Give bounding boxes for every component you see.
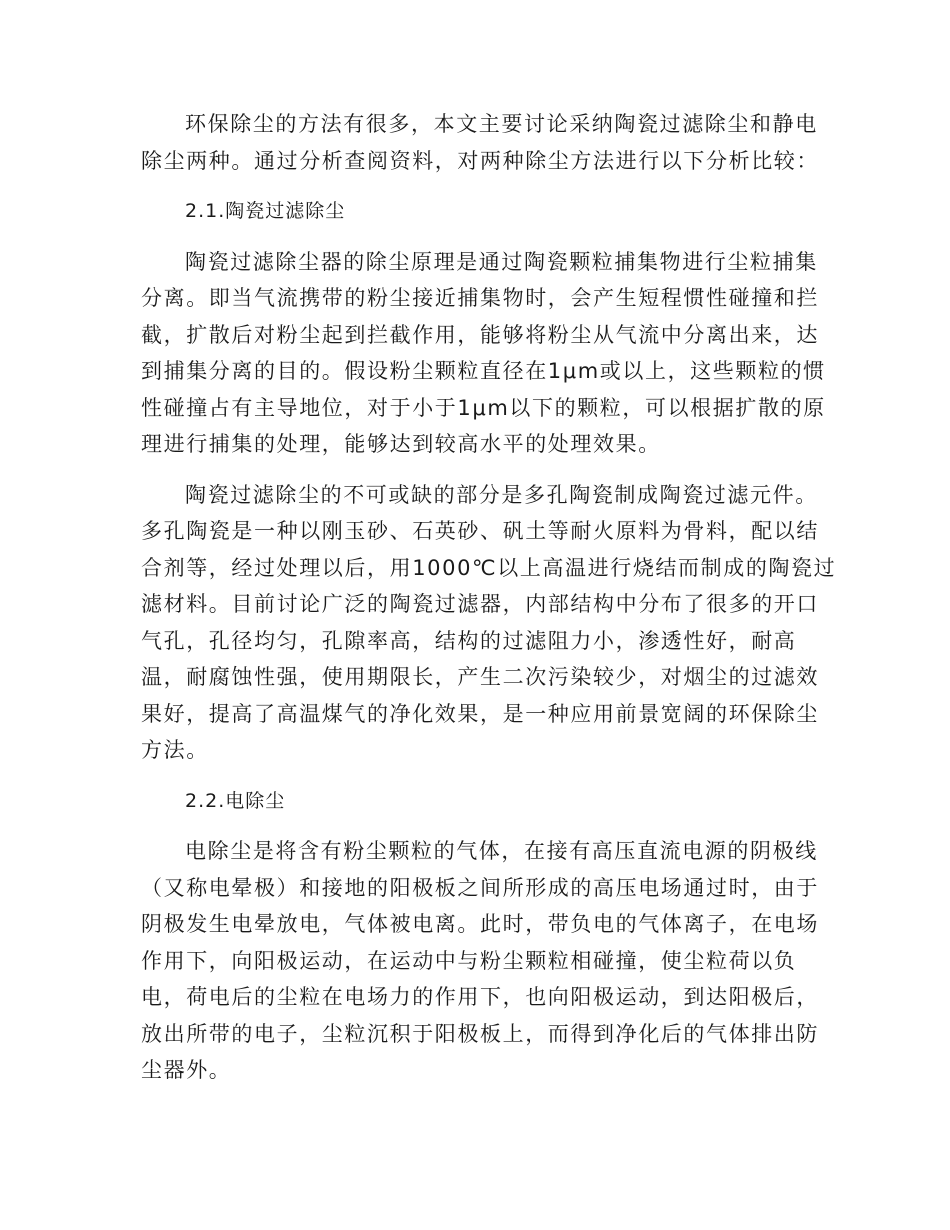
text-line: 放出所带的电子，尘粒沉积于阳极板上，而得到净化后的气体排出防 xyxy=(141,1021,819,1046)
text-line: 到捕集分离的目的。假设粉尘颗粒直径在1μm或以上，这些颗粒的惯 xyxy=(141,359,826,383)
text-line: 理进行捕集的处理，能够达到较高水平的处理效果。 xyxy=(141,432,661,456)
text-line: 滤材料。目前讨论广泛的陶瓷过滤器，内部结构中分布了很多的开口 xyxy=(141,592,819,616)
text-line: 温，耐腐蚀性强，使用期限长，产生二次污染较少，对烟尘的过滤效 xyxy=(141,665,819,689)
text-line: 分离。即当气流携带的粉尘接近捕集物时，会产生短程惯性碰撞和拦 xyxy=(141,286,819,310)
text-line: 电除尘是将含有粉尘颗粒的气体，在接有高压直流电源的阴极线 xyxy=(185,839,818,863)
intro-paragraph xyxy=(141,106,819,179)
text-line: 尘器外。 xyxy=(141,1058,232,1082)
text-line: 除尘两种。通过分析查阅资料，对两种除尘方法进行以下分析比较： xyxy=(141,148,819,173)
ceramic-material-paragraph xyxy=(141,477,837,769)
text-line: 陶瓷过滤除尘的不可或缺的部分是多孔陶瓷制成陶瓷过滤元件。 xyxy=(185,482,818,507)
text-line: 截，扩散后对粉尘起到拦截作用，能够将粉尘从气流中分离出来，达 xyxy=(141,322,819,347)
document-page xyxy=(141,106,837,1103)
text-line: 合剂等，经过处理以后，用1000℃以上高温进行烧结而制成的陶瓷过 xyxy=(141,555,837,580)
text-line: 方法。 xyxy=(141,738,209,762)
text-line: 多孔陶瓷是一种以刚玉砂、石英砂、矾土等耐火原料为骨料，配以结 xyxy=(141,519,819,543)
section-heading-electrostatic: 2.2.电除尘 xyxy=(185,789,286,812)
ceramic-principle-paragraph xyxy=(141,244,826,463)
text-line: （又称电晕极）和接地的阳极板之间所形成的高压电场通过时，由于 xyxy=(141,875,819,900)
text-line: 陶瓷过滤除尘器的除尘原理是通过陶瓷颗粒捕集物进行尘粒捕集 xyxy=(185,249,818,274)
text-line: 气孔，孔径均匀，孔隙率高，结构的过滤阻力小，渗透性好，耐高 xyxy=(141,628,797,653)
section-heading-ceramic-filter: 2.1.陶瓷过滤除尘 xyxy=(185,200,346,222)
text-line: 环保除尘的方法有很多，本文主要讨论采纳陶瓷过滤除尘和静电 xyxy=(185,112,818,136)
text-line: 阴极发生电晕放电，气体被电离。此时，带负电的气体离子，在电场 xyxy=(141,912,819,936)
text-line: 性碰撞占有主导地位，对于小于1μm以下的颗粒，可以根据扩散的原 xyxy=(141,395,826,420)
text-line: 作用下，向阳极运动，在运动中与粉尘颗粒相碰撞，使尘粒荷以负 xyxy=(141,948,797,973)
text-line: 电，荷电后的尘粒在电场力的作用下，也向阳极运动，到达阳极后， xyxy=(141,985,819,1009)
electrostatic-paragraph xyxy=(141,833,819,1089)
text-line: 果好，提高了高温煤气的净化效果，是一种应用前景宽阔的环保除尘 xyxy=(141,701,819,726)
